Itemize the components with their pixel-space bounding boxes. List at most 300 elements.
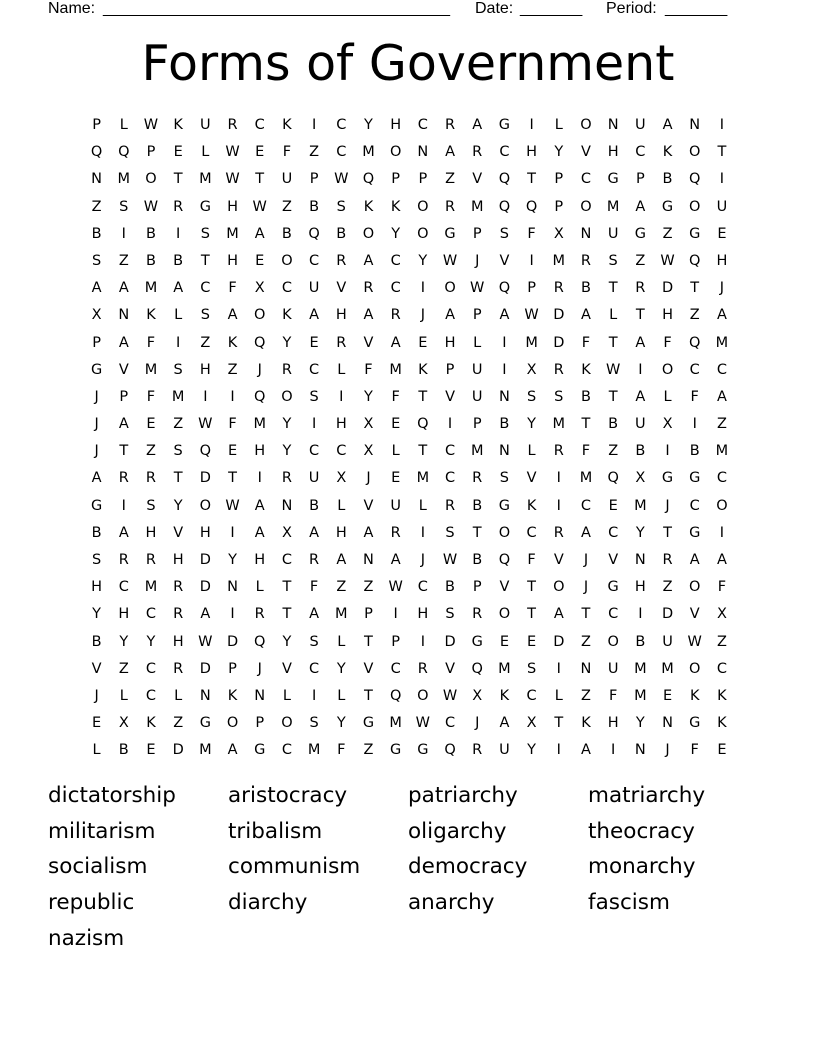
grid-letter[interactable]: F — [527, 225, 536, 242]
grid-letter[interactable]: H — [335, 416, 347, 433]
grid-letter[interactable]: R — [390, 524, 401, 541]
grid-letter[interactable]: Z — [309, 144, 320, 161]
grid-letter[interactable]: X — [472, 687, 483, 704]
grid-letter[interactable]: R — [336, 334, 347, 351]
grid-letter[interactable]: B — [118, 742, 129, 759]
grid-letter[interactable]: T — [282, 579, 292, 596]
grid-letter[interactable]: D — [226, 633, 239, 650]
grid-letter[interactable]: A — [553, 606, 564, 623]
grid-letter[interactable]: M — [661, 660, 674, 677]
grid-letter[interactable]: H — [172, 552, 184, 568]
grid-letter[interactable]: H — [91, 579, 103, 596]
grid-letter[interactable]: T — [200, 252, 210, 269]
grid-letter[interactable]: I — [393, 606, 398, 623]
grid-letter[interactable]: V — [689, 606, 700, 623]
grid-letter[interactable]: T — [608, 334, 618, 351]
grid-letter[interactable]: W — [198, 416, 213, 433]
grid-letter[interactable]: O — [716, 497, 728, 514]
grid-letter[interactable]: I — [447, 416, 453, 433]
grid-letter[interactable]: F — [309, 579, 319, 596]
grid-letter[interactable]: O — [580, 198, 592, 215]
grid-letter[interactable]: Y — [282, 416, 292, 433]
grid-letter[interactable]: M — [253, 416, 266, 433]
grid-letter[interactable]: Y — [282, 334, 292, 351]
grid-letter[interactable]: O — [580, 117, 592, 133]
grid-letter[interactable]: M — [552, 252, 566, 269]
grid-letter[interactable]: Z — [662, 579, 673, 596]
grid-letter[interactable]: H — [716, 252, 728, 269]
grid-letter[interactable]: O — [145, 171, 157, 188]
grid-letter[interactable]: Z — [91, 198, 102, 215]
grid-letter[interactable]: W — [415, 715, 431, 732]
grid-letter[interactable]: K — [581, 361, 591, 378]
grid-letter[interactable]: K — [173, 117, 183, 133]
grid-letter[interactable]: N — [634, 552, 646, 568]
grid-letter[interactable]: E — [608, 497, 618, 514]
grid-letter[interactable]: Q — [444, 742, 456, 759]
grid-letter[interactable]: R — [336, 252, 347, 269]
grid-letter[interactable]: A — [118, 524, 129, 541]
grid-letter[interactable]: L — [119, 117, 128, 133]
grid-letter[interactable]: O — [281, 715, 293, 732]
grid-letter[interactable]: O — [498, 524, 511, 541]
grid-letter[interactable]: O — [689, 198, 701, 215]
grid-letter[interactable]: M — [144, 361, 158, 378]
grid-letter[interactable]: G — [607, 171, 619, 188]
grid-letter[interactable]: M — [552, 416, 566, 433]
grid-letter[interactable]: I — [339, 388, 344, 405]
grid-letter[interactable]: R — [118, 552, 129, 568]
grid-letter[interactable]: R — [553, 443, 564, 460]
grid-letter[interactable]: I — [230, 524, 235, 541]
grid-letter[interactable]: K — [146, 307, 156, 324]
grid-letter[interactable]: A — [118, 334, 129, 351]
grid-letter[interactable]: X — [662, 416, 673, 433]
grid-letter[interactable]: E — [717, 742, 727, 759]
grid-letter[interactable]: C — [417, 579, 428, 596]
grid-letter[interactable]: Y — [146, 633, 156, 650]
grid-letter[interactable]: A — [581, 524, 591, 541]
grid-letter[interactable]: N — [498, 388, 510, 405]
grid-letter[interactable]: F — [608, 687, 618, 704]
grid-letter[interactable]: R — [472, 470, 483, 487]
grid-letter[interactable]: C — [716, 470, 727, 487]
grid-letter[interactable]: L — [201, 144, 210, 161]
grid-letter[interactable]: B — [309, 198, 320, 215]
grid-letter[interactable]: V — [281, 660, 292, 677]
grid-letter[interactable]: A — [336, 552, 347, 568]
grid-letter[interactable]: L — [255, 579, 264, 596]
grid-letter[interactable]: C — [118, 579, 129, 596]
grid-letter[interactable]: C — [145, 606, 157, 623]
grid-letter[interactable]: I — [230, 388, 235, 405]
grid-letter[interactable]: Z — [716, 633, 727, 650]
grid-letter[interactable]: T — [690, 280, 700, 297]
grid-letter[interactable]: D — [199, 552, 211, 568]
grid-letter[interactable]: R — [635, 280, 646, 297]
grid-letter[interactable]: Q — [199, 443, 212, 460]
grid-letter[interactable]: I — [556, 470, 561, 487]
grid-letter[interactable]: I — [311, 117, 317, 133]
grid-letter[interactable]: X — [526, 361, 537, 378]
grid-letter[interactable]: I — [692, 416, 697, 433]
grid-letter[interactable]: Q — [118, 144, 130, 161]
grid-letter[interactable]: M — [389, 715, 402, 732]
grid-letter[interactable]: C — [336, 117, 347, 133]
grid-letter[interactable]: W — [225, 144, 240, 161]
grid-letter[interactable]: G — [362, 715, 375, 732]
grid-letter[interactable]: W — [388, 579, 403, 596]
grid-letter[interactable]: C — [444, 470, 456, 487]
grid-letter[interactable]: G — [498, 117, 511, 133]
grid-letter[interactable]: W — [225, 497, 240, 514]
grid-letter[interactable]: C — [145, 660, 157, 677]
grid-letter[interactable]: R — [363, 280, 374, 297]
grid-letter[interactable]: U — [471, 388, 483, 405]
grid-letter[interactable]: J — [94, 687, 99, 704]
grid-letter[interactable]: A — [91, 280, 102, 297]
grid-letter[interactable]: W — [334, 171, 349, 188]
grid-letter[interactable]: K — [717, 715, 727, 732]
grid-letter[interactable]: C — [608, 606, 619, 623]
grid-letter[interactable]: M — [144, 579, 158, 596]
grid-letter[interactable]: A — [472, 117, 483, 133]
grid-letter[interactable]: F — [282, 144, 292, 161]
grid-letter[interactable]: M — [199, 742, 212, 759]
grid-letter[interactable]: P — [255, 715, 265, 732]
grid-letter[interactable]: M — [470, 198, 484, 215]
grid-letter[interactable]: T — [663, 524, 672, 541]
grid-letter[interactable]: P — [554, 171, 564, 188]
grid-letter[interactable]: L — [391, 443, 400, 460]
grid-letter[interactable]: D — [553, 334, 565, 351]
grid-letter[interactable]: K — [390, 198, 401, 215]
grid-letter[interactable]: A — [254, 225, 265, 242]
grid-letter[interactable]: K — [689, 687, 700, 704]
grid-letter[interactable]: Y — [282, 633, 292, 650]
grid-letter[interactable]: I — [556, 660, 561, 677]
grid-letter[interactable]: C — [608, 524, 619, 541]
grid-letter[interactable]: I — [529, 252, 534, 269]
grid-letter[interactable]: O — [498, 606, 511, 623]
grid-letter[interactable]: F — [228, 280, 237, 297]
grid-letter[interactable]: C — [689, 361, 700, 378]
grid-letter[interactable]: W — [442, 687, 458, 704]
grid-letter[interactable]: R — [444, 117, 456, 133]
grid-letter[interactable]: K — [282, 307, 292, 324]
grid-letter[interactable]: A — [499, 715, 510, 732]
grid-letter[interactable]: V — [336, 280, 347, 297]
grid-letter[interactable]: X — [553, 225, 564, 242]
grid-letter[interactable]: A — [363, 524, 374, 541]
grid-letter[interactable]: C — [200, 280, 211, 297]
grid-letter[interactable]: M — [171, 388, 185, 405]
grid-letter[interactable]: Q — [308, 225, 320, 242]
grid-letter[interactable]: R — [118, 470, 129, 487]
grid-letter[interactable]: B — [635, 443, 646, 460]
grid-letter[interactable]: S — [554, 388, 564, 405]
grid-letter[interactable]: E — [418, 334, 428, 351]
grid-letter[interactable]: M — [416, 470, 430, 487]
grid-letter[interactable]: Z — [635, 252, 646, 269]
grid-letter[interactable]: C — [390, 252, 401, 269]
grid-letter[interactable]: R — [309, 552, 320, 568]
grid-letter[interactable]: B — [445, 579, 455, 596]
grid-letter[interactable]: N — [254, 687, 266, 704]
grid-letter[interactable]: H — [335, 524, 347, 541]
grid-letter[interactable]: H — [526, 144, 538, 161]
grid-letter[interactable]: N — [580, 660, 592, 677]
grid-letter[interactable]: B — [145, 252, 156, 269]
grid-letter[interactable]: P — [554, 198, 564, 215]
grid-letter[interactable]: Y — [554, 144, 564, 161]
grid-letter[interactable]: L — [337, 687, 346, 704]
grid-letter[interactable]: D — [553, 633, 565, 650]
grid-letter[interactable]: S — [91, 552, 102, 568]
grid-letter[interactable]: T — [472, 524, 482, 541]
grid-letter[interactable]: F — [146, 388, 156, 405]
grid-letter[interactable]: O — [199, 497, 212, 514]
grid-letter[interactable]: G — [254, 742, 266, 759]
grid-letter[interactable]: I — [502, 334, 507, 351]
grid-letter[interactable]: G — [689, 715, 701, 732]
grid-letter[interactable]: S — [200, 225, 210, 242]
grid-letter[interactable]: A — [635, 334, 646, 351]
grid-letter[interactable]: F — [581, 334, 591, 351]
grid-letter[interactable]: W — [225, 171, 240, 188]
grid-letter[interactable]: Z — [581, 687, 591, 704]
grid-letter[interactable]: W — [143, 198, 159, 215]
grid-letter[interactable]: L — [473, 334, 482, 351]
grid-letter[interactable]: C — [281, 552, 292, 568]
grid-letter[interactable]: S — [499, 225, 510, 242]
grid-letter[interactable]: P — [364, 606, 373, 623]
grid-letter[interactable]: A — [227, 742, 238, 759]
grid-letter[interactable]: B — [472, 497, 483, 514]
grid-letter[interactable]: X — [363, 443, 374, 460]
grid-letter[interactable]: M — [715, 334, 729, 351]
grid-letter[interactable]: C — [281, 742, 292, 759]
grid-letter[interactable]: R — [580, 252, 591, 269]
grid-letter[interactable]: C — [499, 144, 510, 161]
grid-letter[interactable]: C — [145, 687, 157, 704]
grid-letter[interactable]: I — [311, 416, 317, 433]
grid-letter[interactable]: Z — [363, 579, 374, 596]
grid-letter[interactable]: W — [143, 117, 159, 133]
grid-letter[interactable]: S — [526, 660, 537, 677]
grid-letter[interactable]: F — [391, 388, 400, 405]
grid-letter[interactable]: R — [553, 280, 564, 297]
grid-letter[interactable]: D — [199, 470, 211, 487]
grid-letter[interactable]: Y — [173, 497, 183, 514]
grid-letter[interactable]: Q — [362, 171, 375, 188]
grid-letter[interactable]: I — [311, 687, 317, 704]
grid-letter[interactable]: B — [662, 171, 673, 188]
grid-letter[interactable]: V — [499, 252, 510, 269]
grid-letter[interactable]: I — [502, 361, 507, 378]
grid-letter[interactable]: T — [717, 144, 727, 161]
grid-letter[interactable]: F — [527, 552, 536, 568]
grid-letter[interactable]: P — [228, 660, 237, 677]
grid-letter[interactable]: O — [444, 280, 456, 297]
grid-letter[interactable]: A — [390, 552, 401, 568]
grid-letter[interactable]: E — [662, 687, 673, 704]
grid-letter[interactable]: E — [527, 633, 537, 650]
grid-letter[interactable]: Q — [607, 470, 619, 487]
grid-letter[interactable]: C — [309, 252, 320, 269]
grid-letter[interactable]: D — [199, 579, 211, 596]
grid-letter[interactable]: Z — [445, 171, 455, 188]
grid-letter[interactable]: T — [173, 171, 183, 188]
grid-letter[interactable]: H — [607, 144, 619, 161]
grid-letter[interactable]: O — [417, 687, 429, 704]
period-field[interactable]: _______ — [665, 0, 728, 17]
grid-letter[interactable]: U — [607, 660, 619, 677]
grid-letter[interactable]: Z — [608, 443, 619, 460]
grid-letter[interactable]: R — [254, 606, 265, 623]
grid-letter[interactable]: J — [475, 715, 480, 732]
grid-letter[interactable]: A — [635, 388, 646, 405]
grid-letter[interactable]: P — [527, 280, 536, 297]
grid-letter[interactable]: A — [581, 307, 591, 324]
grid-letter[interactable]: F — [690, 742, 699, 759]
grid-letter[interactable]: R — [173, 660, 184, 677]
grid-letter[interactable]: K — [227, 687, 238, 704]
grid-letter[interactable]: Z — [200, 334, 211, 351]
grid-letter[interactable]: P — [146, 144, 156, 161]
grid-letter[interactable]: G — [661, 198, 674, 215]
grid-letter[interactable]: R — [472, 606, 483, 623]
grid-letter[interactable]: X — [91, 307, 102, 324]
grid-letter[interactable]: V — [363, 660, 374, 677]
grid-letter[interactable]: M — [634, 497, 647, 514]
grid-letter[interactable]: F — [663, 334, 672, 351]
grid-letter[interactable]: G — [689, 225, 701, 242]
grid-letter[interactable]: Y — [336, 715, 346, 732]
grid-letter[interactable]: U — [607, 225, 619, 242]
grid-letter[interactable]: V — [445, 660, 455, 677]
grid-letter[interactable]: I — [611, 742, 616, 759]
grid-letter[interactable]: S — [146, 497, 156, 514]
grid-letter[interactable]: K — [227, 334, 238, 351]
grid-letter[interactable]: W — [687, 633, 702, 650]
grid-letter[interactable]: T — [119, 443, 129, 460]
grid-letter[interactable]: J — [583, 552, 589, 568]
grid-letter[interactable]: S — [200, 307, 210, 324]
grid-letter[interactable]: K — [526, 497, 537, 514]
grid-letter[interactable]: O — [281, 252, 293, 269]
grid-letter[interactable]: Z — [118, 252, 129, 269]
grid-letter[interactable]: C — [689, 497, 700, 514]
grid-letter[interactable]: D — [553, 307, 565, 324]
grid-letter[interactable]: Z — [716, 416, 727, 433]
grid-letter[interactable]: B — [608, 416, 619, 433]
grid-letter[interactable]: M — [226, 225, 239, 242]
grid-letter[interactable]: S — [445, 524, 455, 541]
grid-letter[interactable]: T — [581, 416, 591, 433]
grid-letter[interactable]: X — [363, 416, 374, 433]
grid-letter[interactable]: H — [145, 524, 157, 541]
grid-letter[interactable]: J — [420, 552, 425, 568]
grid-letter[interactable]: H — [607, 715, 619, 732]
grid-letter[interactable]: U — [200, 117, 211, 133]
grid-letter[interactable]: H — [390, 117, 402, 133]
grid-letter[interactable]: C — [716, 361, 727, 378]
grid-letter[interactable]: T — [364, 687, 373, 704]
grid-letter[interactable]: F — [364, 361, 373, 378]
grid-letter[interactable]: Q — [525, 198, 538, 215]
grid-letter[interactable]: J — [94, 443, 99, 460]
grid-letter[interactable]: U — [471, 361, 483, 378]
grid-letter[interactable]: Z — [227, 361, 238, 378]
grid-letter[interactable]: L — [418, 497, 427, 514]
grid-letter[interactable]: N — [227, 579, 238, 596]
grid-letter[interactable]: U — [499, 742, 510, 759]
grid-letter[interactable]: S — [173, 443, 183, 460]
grid-letter[interactable]: T — [418, 443, 428, 460]
grid-letter[interactable]: Q — [498, 280, 511, 297]
grid-letter[interactable]: R — [662, 552, 673, 568]
grid-letter[interactable]: S — [119, 198, 129, 215]
grid-letter[interactable]: P — [92, 117, 101, 133]
grid-letter[interactable]: V — [363, 497, 374, 514]
grid-letter[interactable]: M — [634, 660, 647, 677]
grid-letter[interactable]: O — [689, 660, 701, 677]
grid-letter[interactable]: Y — [336, 660, 346, 677]
grid-letter[interactable]: T — [581, 606, 591, 623]
grid-letter[interactable]: C — [417, 117, 428, 133]
grid-letter[interactable]: Y — [282, 443, 292, 460]
grid-letter[interactable]: E — [309, 334, 319, 351]
grid-letter[interactable]: Q — [498, 552, 511, 568]
grid-letter[interactable]: G — [444, 225, 456, 242]
grid-letter[interactable]: O — [607, 633, 619, 650]
grid-letter[interactable]: X — [118, 715, 129, 732]
grid-letter[interactable]: H — [227, 198, 238, 215]
grid-letter[interactable]: M — [335, 606, 348, 623]
grid-letter[interactable]: A — [118, 280, 129, 297]
grid-letter[interactable]: A — [173, 280, 184, 297]
grid-letter[interactable]: H — [199, 361, 211, 378]
grid-letter[interactable]: L — [92, 742, 101, 759]
grid-letter[interactable]: A — [227, 307, 238, 324]
grid-letter[interactable]: P — [445, 361, 455, 378]
grid-letter[interactable]: C — [309, 361, 320, 378]
grid-letter[interactable]: L — [282, 687, 291, 704]
grid-letter[interactable]: P — [635, 171, 645, 188]
grid-letter[interactable]: T — [554, 715, 564, 732]
grid-letter[interactable]: N — [363, 552, 374, 568]
grid-letter[interactable]: F — [717, 579, 727, 596]
grid-letter[interactable]: N — [281, 497, 293, 514]
grid-letter[interactable]: K — [418, 361, 428, 378]
grid-letter[interactable]: T — [527, 606, 537, 623]
grid-letter[interactable]: C — [281, 280, 292, 297]
grid-letter[interactable]: J — [94, 388, 99, 405]
grid-letter[interactable]: L — [554, 687, 563, 704]
grid-letter[interactable]: E — [173, 144, 183, 161]
grid-letter[interactable]: O — [254, 307, 266, 324]
grid-letter[interactable]: S — [309, 715, 319, 732]
grid-letter[interactable]: R — [553, 361, 564, 378]
grid-letter[interactable]: A — [363, 252, 374, 269]
grid-letter[interactable]: O — [389, 144, 402, 161]
grid-letter[interactable]: N — [118, 307, 130, 324]
grid-letter[interactable]: C — [635, 144, 646, 161]
grid-letter[interactable]: P — [391, 171, 401, 188]
grid-letter[interactable]: J — [366, 470, 371, 487]
grid-letter[interactable]: V — [608, 552, 619, 568]
